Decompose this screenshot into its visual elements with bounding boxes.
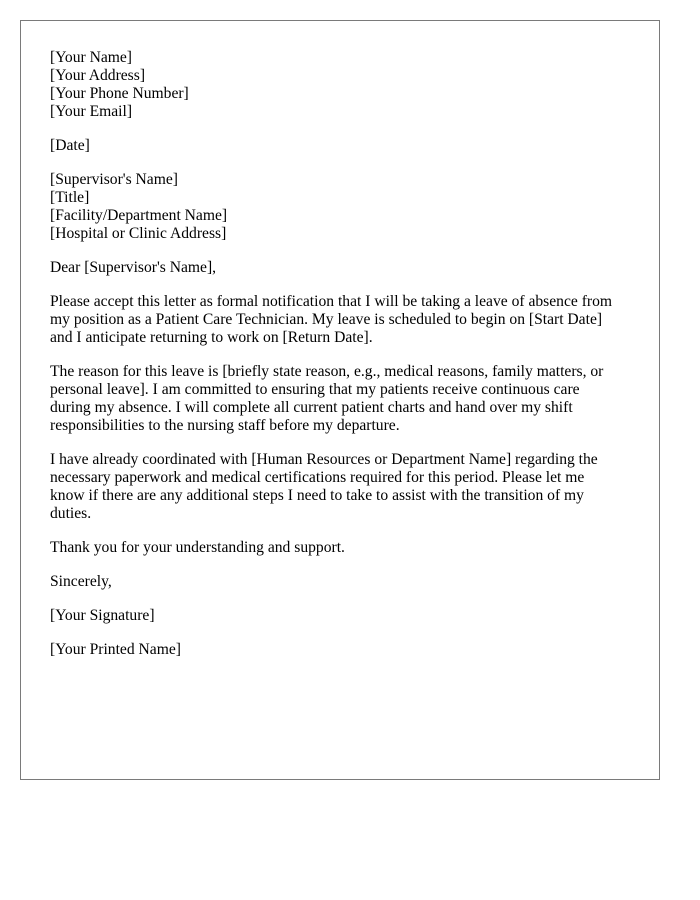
paragraph-line: necessary paperwork and medical certifications required for this period. Please let me [50, 469, 585, 486]
paragraph-line: know if there are any additional steps I need to take to assist with the transition of my [50, 487, 584, 504]
paragraph-coordination [50, 451, 640, 523]
recipient-department: [Facility/Department Name] [50, 207, 228, 224]
paragraph-line: Please accept this letter as formal notification that I will be taking a leave of absence from [50, 293, 613, 310]
paragraph-thanks [50, 539, 640, 557]
sender-phone: [Your Phone Number] [50, 85, 189, 102]
printed-name: [Your Printed Name] [50, 641, 181, 658]
paragraph-line: and I anticipate returning to work on [Return Date]. [50, 329, 373, 346]
paragraph-line: during my absence. I will complete all current patient charts and hand over my shift [50, 399, 573, 416]
signature: [Your Signature] [50, 607, 155, 624]
letter-page [20, 20, 660, 780]
sender-email: [Your Email] [50, 103, 133, 120]
closing: Sincerely, [50, 573, 112, 590]
paragraph-line: responsibilities to the nursing staff before my departure. [50, 417, 400, 434]
paragraph-line: my position as a Patient Care Technician. My leave is scheduled to begin on [Start Date] [50, 311, 603, 328]
recipient-address: [Hospital or Clinic Address] [50, 225, 227, 242]
salutation: Dear [Supervisor's Name], [50, 259, 217, 276]
sender-name: [Your Name] [50, 49, 133, 66]
letter-date: [Date] [50, 137, 90, 154]
sender-address: [Your Address] [50, 67, 146, 84]
closing-block [50, 573, 640, 591]
paragraph-notification [50, 293, 640, 347]
sender-block [50, 49, 640, 121]
recipient-block [50, 171, 640, 243]
signature-block [50, 607, 640, 625]
paragraph-line: Thank you for your understanding and support. [50, 539, 345, 556]
recipient-title: [Title] [50, 189, 90, 206]
date-block [50, 137, 640, 155]
paragraph-reason [50, 363, 640, 435]
paragraph-line: I have already coordinated with [Human Resources or Department Name] regarding the [50, 451, 598, 468]
printed-name-block [50, 641, 640, 659]
recipient-name: [Supervisor's Name] [50, 171, 178, 188]
letter-body [50, 49, 640, 675]
paragraph-line: personal leave]. I am committed to ensuring that my patients receive continuous care [50, 381, 580, 398]
paragraph-line: duties. [50, 505, 92, 522]
salutation-block [50, 259, 640, 277]
paragraph-line: The reason for this leave is [briefly state reason, e.g., medical reasons, family matters, or [50, 363, 604, 380]
